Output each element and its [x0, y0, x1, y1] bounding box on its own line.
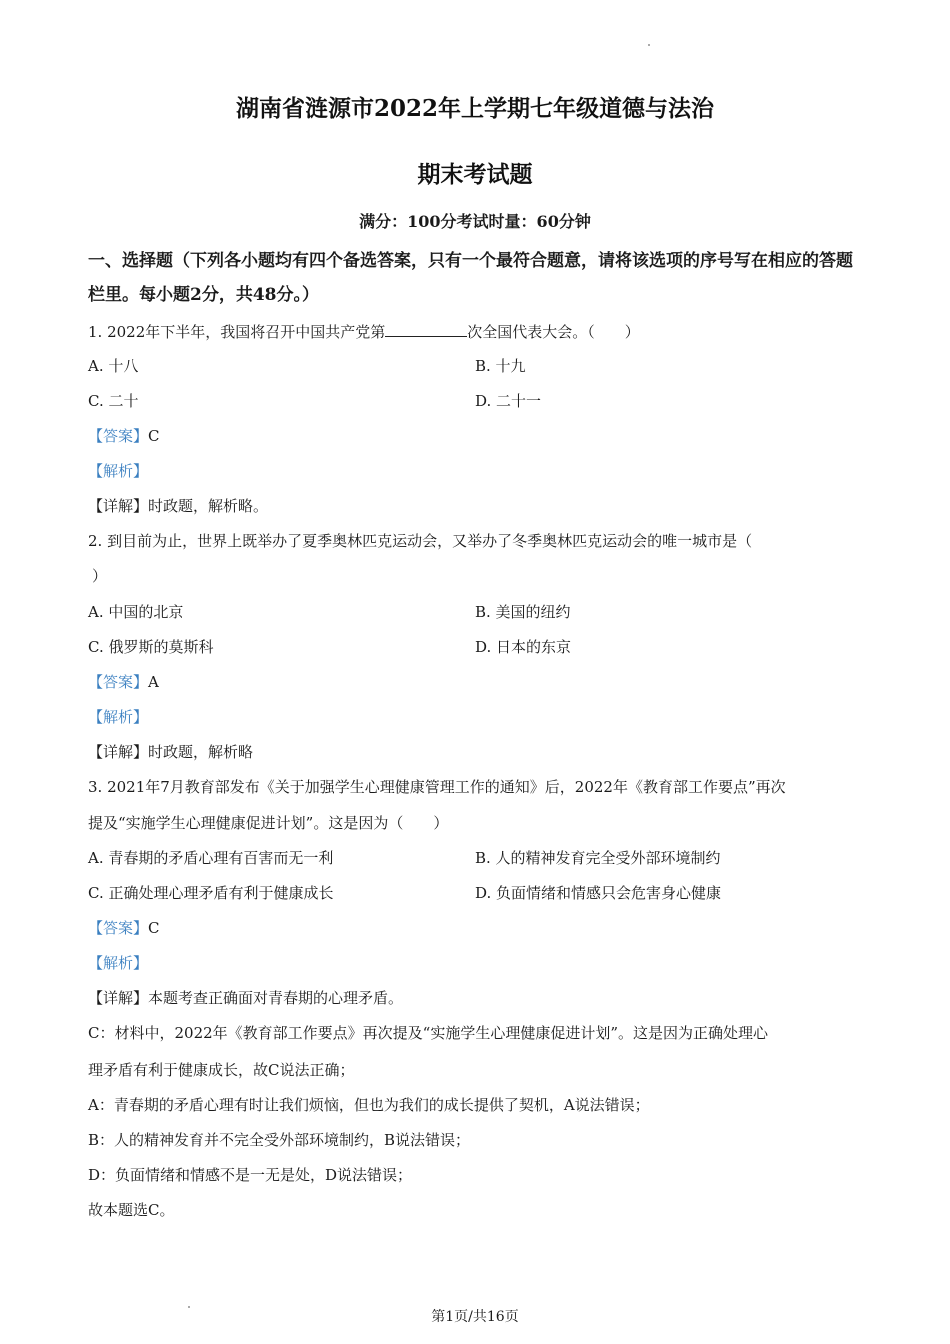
question-3-option-d: D. 负面情绪和情感只会危害身心健康: [475, 884, 722, 902]
answer-tag: 【答案】: [88, 919, 149, 937]
question-1-option-b: B. 十九: [475, 357, 526, 375]
question-2-stem-line-2: ）: [92, 567, 108, 585]
detail-text: 本题考查正确面对青春期的心理矛盾。: [148, 989, 404, 1007]
answer-tag: 【答案】: [88, 673, 149, 691]
page-footer: 第1页/共16页: [431, 1309, 519, 1325]
scan-mark: [648, 44, 650, 46]
analysis-tag: 【解析】: [88, 954, 149, 972]
exam-meta: 满分：100分考试时量：60分钟: [359, 212, 591, 231]
answer-value: C: [148, 427, 160, 445]
question-2-option-d: D. 日本的东京: [475, 638, 572, 656]
section-heading: 一、选择题（下列各小题均有四个备选答案，只有一个最符合题意，请将该选项的序号写在相应的答题栏里。每小题2分，共48分。）: [88, 251, 853, 305]
detail-text: 时政题，解析略。: [148, 497, 269, 515]
detail-tag: 【详解】: [88, 743, 149, 761]
detail-tag: 【详解】: [88, 989, 149, 1007]
question-2-stem-line-1: 2. 到目前为止，世界上既举办了夏季奥林匹克运动会，又举办了冬季奥林匹克运动会的唯一城市是（: [88, 532, 753, 550]
question-3-option-b: B. 人的精神发育完全受外部环境制约: [475, 849, 721, 867]
question-2-option-a: A. 中国的北京: [88, 603, 184, 621]
answer-tag: 【答案】: [88, 427, 149, 445]
question-3-explanation-line: D：负面情绪和情感不是一无是处，D说法错误；: [88, 1166, 413, 1184]
question-3-explanation-line: 故本题选C。: [88, 1201, 175, 1219]
question-1-option-c: C. 二十: [88, 392, 139, 410]
document-title-line-2: 期末考试题: [417, 161, 533, 188]
question-2-option-b: B. 美国的纽约: [475, 603, 571, 621]
answer-value: C: [148, 919, 160, 937]
question-2-analysis: [88, 707, 148, 727]
question-3-answer: [88, 918, 160, 938]
question-3-detail: [88, 988, 403, 1008]
detail-tag: 【详解】: [88, 497, 149, 515]
answer-value: A: [148, 673, 159, 691]
question-3-stem-line-1: 3. 2021年7月教育部发布《关于加强学生心理健康管理工作的通知》后，2022年《教育部工作要点”再次: [88, 778, 786, 796]
question-2-answer: [88, 672, 159, 692]
question-3-explanation-line: B：人的精神发育并不完全受外部环境制约，B说法错误；: [88, 1131, 471, 1149]
question-1-detail: [88, 496, 268, 516]
question-1-answer: [88, 426, 160, 446]
analysis-tag: 【解析】: [88, 708, 149, 726]
question-3-analysis: [88, 953, 148, 973]
question-3-option-a: A. 青春期的矛盾心理有百害而无一利: [88, 849, 334, 867]
question-1-stem: [88, 321, 640, 342]
question-3-stem-line-2: 提及“实施学生心理健康促进计划”。这是因为（ ）: [88, 814, 449, 832]
document-title-line-1: 湖南省涟源市2022年上学期七年级道德与法治: [235, 95, 714, 122]
question-2-detail: [88, 742, 253, 762]
question-3-option-c: C. 正确处理心理矛盾有利于健康成长: [88, 884, 334, 902]
question-1-option-d: D. 二十一: [475, 392, 542, 410]
fill-blank: [385, 321, 467, 337]
question-1-analysis: [88, 461, 148, 481]
detail-text: 时政题，解析略: [148, 743, 254, 761]
question-1-stem-part-b: 次全国代表大会。（ ）: [467, 323, 640, 341]
question-1-stem-part-a: 1. 2022年下半年，我国将召开中国共产党第: [88, 323, 386, 341]
question-1-option-a: A. 十八: [88, 357, 139, 375]
question-3-explanation-line: A：青春期的矛盾心理有时让我们烦恼，但也为我们的成长提供了契机，A说法错误；: [88, 1096, 650, 1114]
question-2-option-c: C. 俄罗斯的莫斯科: [88, 638, 214, 656]
question-3-explanation-line: C：材料中，2022年《教育部工作要点》再次提及“实施学生心理健康促进计划”。这是因为正确处理心: [88, 1024, 768, 1042]
analysis-tag: 【解析】: [88, 462, 149, 480]
question-3-explanation-line: 理矛盾有利于健康成长，故C说法正确；: [88, 1061, 355, 1079]
